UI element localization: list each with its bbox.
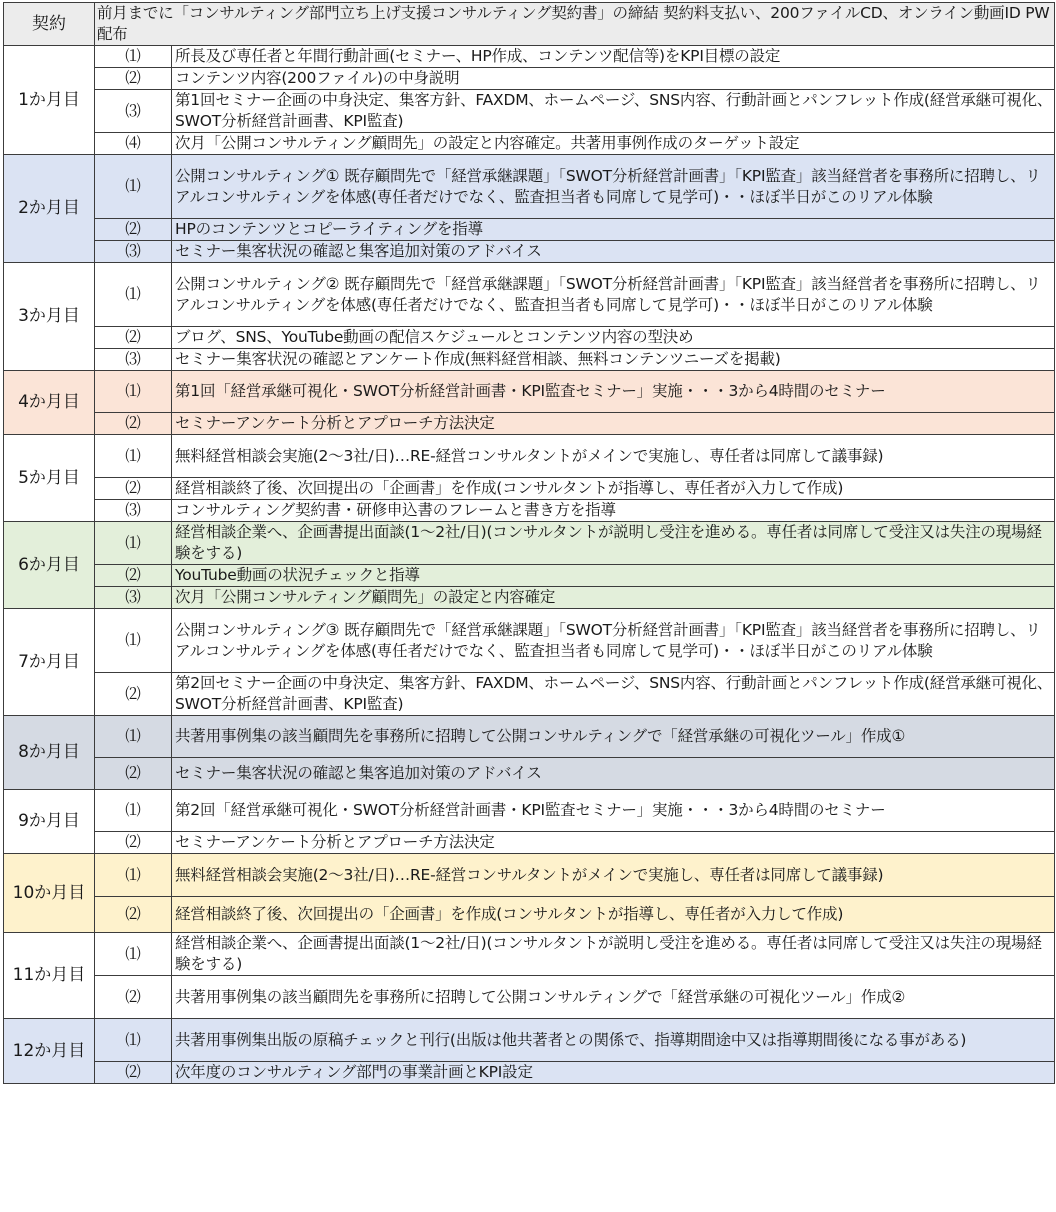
month-label: 1か月目 — [4, 46, 95, 155]
schedule-row — [4, 832, 1055, 854]
item-number: ⑶ — [95, 500, 172, 522]
item-number: ⑵ — [95, 758, 172, 790]
schedule-row — [4, 565, 1055, 587]
month-label: 11か月目 — [4, 933, 95, 1019]
schedule-row — [4, 133, 1055, 155]
item-number: ⑴ — [95, 371, 172, 413]
item-number: ⑵ — [95, 976, 172, 1019]
schedule-row — [4, 716, 1055, 758]
task-description: 所長及び専任者と年間行動計画(セミナー、HP作成、コンテンツ配信等)をKPI目標の設定 — [172, 46, 1055, 68]
task-description: セミナーアンケート分析とアプローチ方法決定 — [172, 413, 1055, 435]
schedule-row — [4, 371, 1055, 413]
month-label: 10か月目 — [4, 854, 95, 933]
task-description: ブログ、SNS、YouTube動画の配信スケジュールとコンテンツ内容の型決め — [172, 327, 1055, 349]
task-description: 次年度のコンサルティング部門の事業計画とKPI設定 — [172, 1062, 1055, 1084]
item-number: ⑵ — [95, 832, 172, 854]
schedule-row — [4, 790, 1055, 832]
month-label: 5か月目 — [4, 435, 95, 522]
item-number: ⑶ — [95, 241, 172, 263]
contract-header-row — [4, 3, 1055, 46]
task-description: 第2回「経営承継可視化・SWOT分析経営計画書・KPI監査セミナー」実施・・・3から4時間のセミナー — [172, 790, 1055, 832]
month-label: 8か月目 — [4, 716, 95, 790]
item-number: ⑵ — [95, 897, 172, 933]
item-number: ⑴ — [95, 716, 172, 758]
item-number: ⑵ — [95, 1062, 172, 1084]
task-description: 共著用事例集の該当顧問先を事務所に招聘して公開コンサルティングで「経営承継の可視化ツール」作成② — [172, 976, 1055, 1019]
item-number: ⑵ — [95, 68, 172, 90]
task-description: 無料経営相談会実施(2～3社/日)…RE-経営コンサルタントがメインで実施し、専任者は同席して議事録) — [172, 435, 1055, 478]
schedule-row — [4, 587, 1055, 609]
schedule-row — [4, 609, 1055, 673]
schedule-row — [4, 68, 1055, 90]
item-number: ⑴ — [95, 435, 172, 478]
schedule-row — [4, 46, 1055, 68]
task-description: コンテンツ内容(200ファイル)の中身説明 — [172, 68, 1055, 90]
item-number: ⑷ — [95, 133, 172, 155]
item-number: ⑵ — [95, 478, 172, 500]
task-description: 経営相談企業へ、企画書提出面談(1～2社/日)(コンサルタントが説明し受注を進める。専任者は同席して受注又は失注の現場経験をする) — [172, 933, 1055, 976]
task-description: 第2回セミナー企画の中身決定、集客方針、FAXDM、ホームページ、SNS内容、行動計画とパンフレット作成(経営承継可視化、SWOT分析経営計画書、KPI監査) — [172, 673, 1055, 716]
item-number: ⑵ — [95, 413, 172, 435]
schedule-row — [4, 1019, 1055, 1062]
item-number: ⑴ — [95, 933, 172, 976]
task-description: 経営相談企業へ、企画書提出面談(1～2社/日)(コンサルタントが説明し受注を進める。専任者は同席して受注又は失注の現場経験をする) — [172, 522, 1055, 565]
schedule-row — [4, 522, 1055, 565]
month-label: 3か月目 — [4, 263, 95, 371]
item-number: ⑴ — [95, 263, 172, 327]
month-label: 7か月目 — [4, 609, 95, 716]
schedule-row — [4, 241, 1055, 263]
task-description: 経営相談終了後、次回提出の「企画書」を作成(コンサルタントが指導し、専任者が入力して作成) — [172, 478, 1055, 500]
schedule-row — [4, 90, 1055, 133]
task-description: セミナー集客状況の確認とアンケート作成(無料経営相談、無料コンテンツニーズを掲載) — [172, 349, 1055, 371]
month-label: 9か月目 — [4, 790, 95, 854]
schedule-row — [4, 478, 1055, 500]
task-description: セミナーアンケート分析とアプローチ方法決定 — [172, 832, 1055, 854]
schedule-row — [4, 1062, 1055, 1084]
contract-label: 契約 — [4, 3, 95, 46]
task-description: 第1回セミナー企画の中身決定、集客方針、FAXDM、ホームページ、SNS内容、行動計画とパンフレット作成(経営承継可視化、SWOT分析経営計画書、KPI監査) — [172, 90, 1055, 133]
schedule-row — [4, 854, 1055, 897]
item-number: ⑵ — [95, 673, 172, 716]
schedule-row — [4, 219, 1055, 241]
item-number: ⑴ — [95, 609, 172, 673]
task-description: 次月「公開コンサルティング顧問先」の設定と内容確定。共著用事例作成のターゲット設定 — [172, 133, 1055, 155]
schedule-table-body — [4, 3, 1055, 1084]
item-number: ⑴ — [95, 522, 172, 565]
item-number: ⑵ — [95, 219, 172, 241]
task-description: コンサルティング契約書・研修申込書のフレームと書き方を指導 — [172, 500, 1055, 522]
contract-description: 前月までに「コンサルティング部門立ち上げ支援コンサルティング契約書」の締結 契約料支払い、200ファイルCD、オンライン動画ID PW 配布 — [95, 3, 1055, 46]
schedule-row — [4, 435, 1055, 478]
item-number: ⑴ — [95, 1019, 172, 1062]
task-description: セミナー集客状況の確認と集客追加対策のアドバイス — [172, 758, 1055, 790]
schedule-row — [4, 263, 1055, 327]
schedule-row — [4, 673, 1055, 716]
item-number: ⑶ — [95, 90, 172, 133]
schedule-row — [4, 155, 1055, 219]
schedule-row — [4, 349, 1055, 371]
task-description: 第1回「経営承継可視化・SWOT分析経営計画書・KPI監査セミナー」実施・・・3から4時間のセミナー — [172, 371, 1055, 413]
task-description: 公開コンサルティング② 既存顧問先で「経営承継課題」「SWOT分析経営計画書」「KPI監査」該当経営者を事務所に招聘し、リアルコンサルティングを体感(専任者だけでなく、監査担当者も同席して見学可)・・ほぼ半日がこのリアル体験 — [172, 263, 1055, 327]
task-description: 無料経営相談会実施(2～3社/日)…RE-経営コンサルタントがメインで実施し、専任者は同席して議事録) — [172, 854, 1055, 897]
task-description: 経営相談終了後、次回提出の「企画書」を作成(コンサルタントが指導し、専任者が入力して作成) — [172, 897, 1055, 933]
task-description: 公開コンサルティング① 既存顧問先で「経営承継課題」「SWOT分析経営計画書」「KPI監査」該当経営者を事務所に招聘し、リアルコンサルティングを体感(専任者だけでなく、監査担当者も同席して見学可)・・ほぼ半日がこのリアル体験 — [172, 155, 1055, 219]
month-label: 6か月目 — [4, 522, 95, 609]
schedule-row — [4, 933, 1055, 976]
task-description: HPのコンテンツとコピーライティングを指導 — [172, 219, 1055, 241]
schedule-row — [4, 758, 1055, 790]
item-number: ⑵ — [95, 565, 172, 587]
item-number: ⑴ — [95, 854, 172, 897]
item-number: ⑴ — [95, 155, 172, 219]
task-description: 共著用事例集の該当顧問先を事務所に招聘して公開コンサルティングで「経営承継の可視化ツール」作成① — [172, 716, 1055, 758]
task-description: 公開コンサルティング③ 既存顧問先で「経営承継課題」「SWOT分析経営計画書」「KPI監査」該当経営者を事務所に招聘し、リアルコンサルティングを体感(専任者だけでなく、監査担当者も同席して見学可)・・ほぼ半日がこのリアル体験 — [172, 609, 1055, 673]
task-description: YouTube動画の状況チェックと指導 — [172, 565, 1055, 587]
item-number: ⑶ — [95, 349, 172, 371]
month-label: 2か月目 — [4, 155, 95, 263]
item-number: ⑴ — [95, 46, 172, 68]
item-number: ⑴ — [95, 790, 172, 832]
month-label: 12か月目 — [4, 1019, 95, 1084]
schedule-row — [4, 897, 1055, 933]
item-number: ⑶ — [95, 587, 172, 609]
month-label: 4か月目 — [4, 371, 95, 435]
schedule-row — [4, 500, 1055, 522]
item-number: ⑵ — [95, 327, 172, 349]
task-description: 次月「公開コンサルティング顧問先」の設定と内容確定 — [172, 587, 1055, 609]
task-description: セミナー集客状況の確認と集客追加対策のアドバイス — [172, 241, 1055, 263]
task-description: 共著用事例集出版の原稿チェックと刊行(出版は他共著者との関係で、指導期間途中又は指導期間後になる事がある) — [172, 1019, 1055, 1062]
schedule-row — [4, 327, 1055, 349]
consulting-schedule-table — [3, 2, 1055, 1084]
schedule-row — [4, 413, 1055, 435]
schedule-row — [4, 976, 1055, 1019]
